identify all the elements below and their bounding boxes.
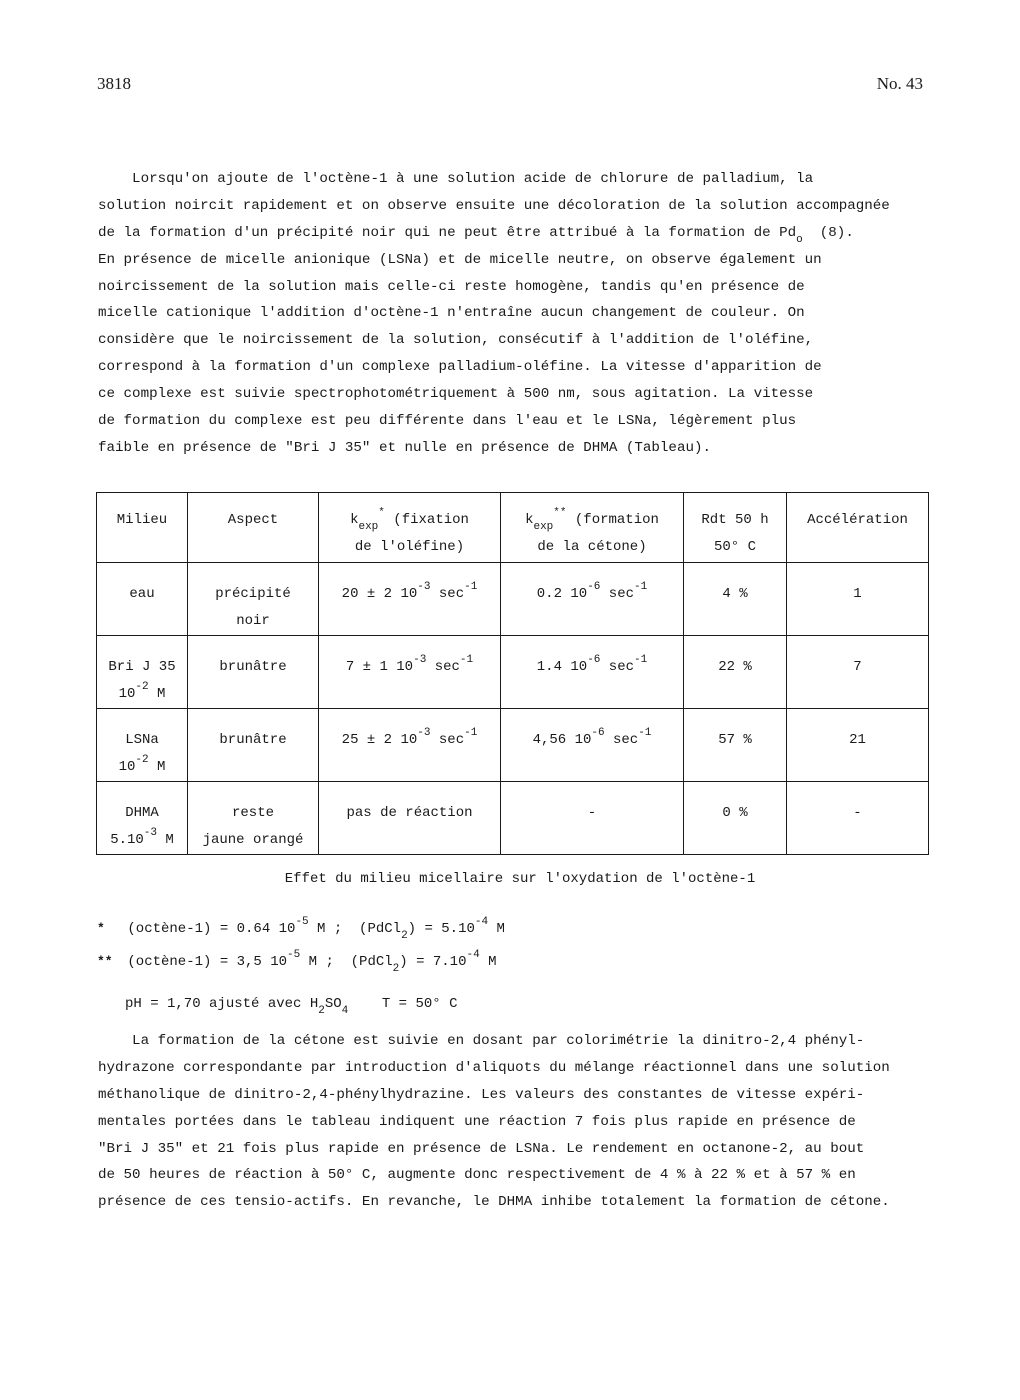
- cell-aspect: brunâtre: [188, 709, 319, 782]
- pd-subscript: o: [796, 233, 803, 246]
- cell-rdt: 57 %: [684, 709, 787, 782]
- table-row: [97, 563, 929, 636]
- cell-k-fixation: 25 ± 2 $10^{-3}$ $\sec^{-1}$: [319, 709, 501, 782]
- footnote-conditions: pH = 1,70 ajusté avec $H_2SO_4$ T = 50° C: [125, 996, 458, 1018]
- text-line: "Bri J 35" et 21 fois plus rapide en présence de LSNa. Le rendement en octanone-2, au bout: [98, 1140, 865, 1157]
- cell-aspect: brunâtre: [188, 636, 319, 709]
- page-number: 3818: [97, 74, 131, 93]
- cell-k-fixation: pas de réaction: [319, 782, 501, 855]
- reference-tail: (8).: [802, 224, 854, 241]
- header-k-fixation: $k_{exp}^*$ (fixation de l'oléfine): [319, 493, 501, 563]
- footnote-star-marker: *: [97, 921, 105, 936]
- cell-aspect: reste jaune orangé: [188, 782, 319, 855]
- text-line: noircissement de la solution mais celle-ci reste homogène, tandis qu'en présence de: [98, 278, 805, 295]
- journal-number: No. 43: [876, 74, 923, 93]
- footnote-double-star-marker: **: [97, 954, 113, 969]
- table-row: [97, 636, 929, 709]
- header-aspect: Aspect: [188, 493, 319, 563]
- text-line: de 50 heures de réaction à 50° C, augmente donc respectivement de 4 % à 22 % et à 57 % en: [98, 1167, 856, 1184]
- table-header-row: [97, 493, 929, 563]
- cell-milieu: LSNa $10^{-2}$ M: [97, 709, 188, 782]
- text-line: ce complexe est suivie spectrophotométriquement à 500 nm, sous agitation. La vitesse: [98, 386, 814, 403]
- header-milieu: Milieu: [97, 493, 188, 563]
- cell-milieu: eau: [97, 563, 188, 636]
- text-line: de formation du complexe est peu différente dans l'eau et le LSNa, légèrement plus: [98, 413, 797, 430]
- cell-rdt: 4 %: [684, 563, 787, 636]
- cell-k-formation: 1.4 $10^{-6}$ $\sec^{-1}$: [501, 636, 684, 709]
- header-rdt: Rdt 50 h 50° C: [684, 493, 787, 563]
- header-k-formation: $k_{exp}^{**}$ (formation de la cétone): [501, 493, 684, 563]
- text-line: solution noircit rapidement et on observe ensuite une décoloration de la solution accompagnée: [98, 197, 890, 214]
- text-line: présence de ces tensio-actifs. En revanche, le DHMA inhibe totalement la formation de cétone.: [98, 1194, 890, 1211]
- cell-k-fixation: 20 ± 2 $10^{-3}$ $\sec^{-1}$: [319, 563, 501, 636]
- footnote-1: * (octène-1) = 0.64 $10^{-5}$ M ; (PdCl$_2$) = $5.10^{-4}$ M: [97, 916, 505, 943]
- text-line: hydrazone correspondante par introduction d'aliquots du mélange réactionnel dans une solution: [98, 1059, 890, 1076]
- cell-k-formation: 0.2 $10^{-6}$ $\sec^{-1}$: [501, 563, 684, 636]
- footnote-2: ** (octène-1) = 3,5 $10^{-5}$ M ; (PdCl$_2$) = $7.10^{-4}$ M: [97, 949, 497, 976]
- header-acceleration: Accélération: [787, 493, 929, 563]
- text-line: En présence de micelle anionique (LSNa) et de micelle neutre, on observe également un: [98, 251, 822, 268]
- cell-k-formation: 4,56 $10^{-6}$ $\sec^{-1}$: [501, 709, 684, 782]
- table-caption: Effet du milieu micellaire sur l'oxydation de l'octène-1: [284, 871, 756, 887]
- results-table: [96, 492, 929, 855]
- cell-acceleration: 21: [787, 709, 929, 782]
- text-line: La formation de la cétone est suivie en dosant par colorimétrie la dinitro-2,4 phényl-: [98, 1033, 865, 1049]
- paragraph-results: [98, 1028, 943, 1216]
- text-line: correspond à la formation d'un complexe palladium-oléfine. La vitesse d'apparition de: [98, 359, 822, 376]
- text-line: méthanolique de dinitro-2,4-phénylhydrazine. Les valeurs des constantes de vitesse expéri-: [98, 1086, 865, 1103]
- cell-rdt: 22 %: [684, 636, 787, 709]
- table-row: [97, 782, 929, 855]
- cell-aspect: précipité noir: [188, 563, 319, 636]
- cell-k-formation: -: [501, 782, 684, 855]
- cell-rdt: 0 %: [684, 782, 787, 855]
- cell-k-fixation: 7 ± 1 $10^{-3}$ $\sec^{-1}$: [319, 636, 501, 709]
- text-line: considère que le noircissement de la solution, consécutif à l'addition de l'oléfine,: [98, 332, 814, 349]
- table-row: [97, 709, 929, 782]
- text-line: micelle cationique l'addition d'octène-1 n'entraîne aucun changement de couleur. On: [98, 305, 805, 322]
- text-line: [98, 220, 943, 247]
- text-line-main: de la formation d'un précipité noir qui ne peut être attribué à la formation de Pd: [98, 224, 797, 241]
- cell-acceleration: 7: [787, 636, 929, 709]
- cell-milieu: DHMA $5.10^{-3}$ M: [97, 782, 188, 855]
- text-line: Lorsqu'on ajoute de l'octène-1 à une solution acide de chlorure de palladium, la: [98, 171, 814, 187]
- text-line: faible en présence de "Bri J 35" et nulle en présence de DHMA (Tableau).: [98, 439, 711, 456]
- paragraph-intro: [98, 166, 943, 462]
- cell-milieu: Bri J 35 $10^{-2}$ M: [97, 636, 188, 709]
- text-line: mentales portées dans le tableau indiquent une réaction 7 fois plus rapide en présence de: [98, 1113, 856, 1130]
- cell-acceleration: 1: [787, 563, 929, 636]
- cell-acceleration: -: [787, 782, 929, 855]
